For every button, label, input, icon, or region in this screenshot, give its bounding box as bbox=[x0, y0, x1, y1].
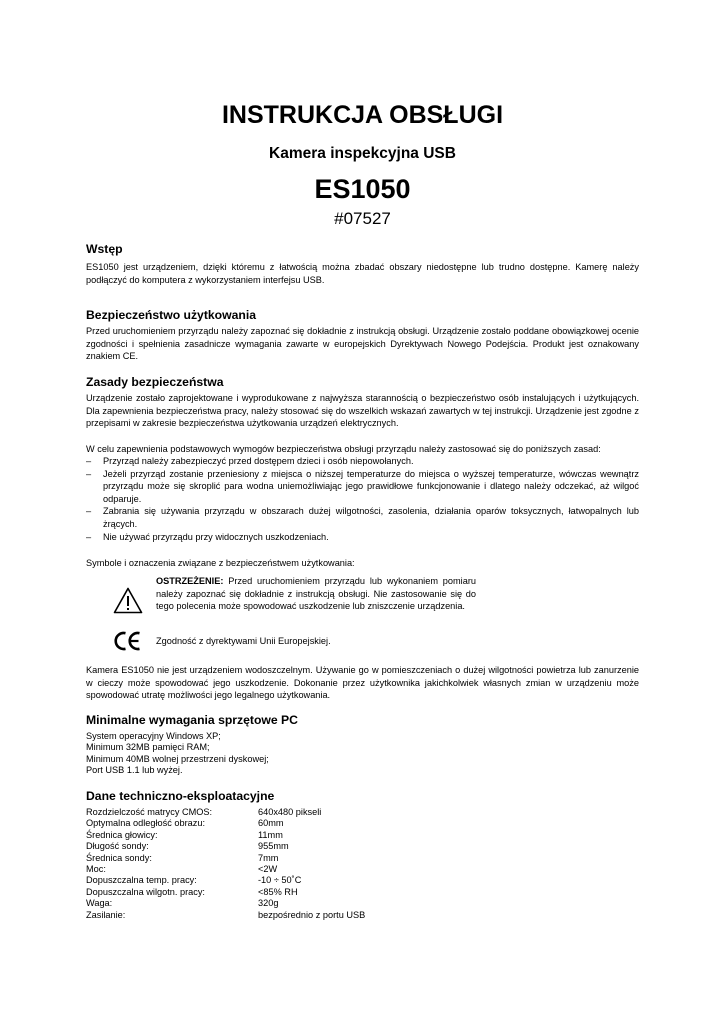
table-row bbox=[86, 818, 486, 829]
model-number: ES1050 bbox=[314, 174, 411, 204]
table-row bbox=[86, 841, 486, 852]
spec-key: Rozdzielczość matrycy CMOS: bbox=[86, 807, 213, 817]
safety-rules-heading: Zasady bezpieczeństwa bbox=[86, 375, 224, 389]
spec-value: -10 ÷ 50˚C bbox=[258, 875, 302, 886]
closing-text: Kamera ES1050 nie jest urządzeniem wodoszczelnym. Używanie go w pomieszczeniach o dużej wilgotności powietrza lub zanurzenie w cieczy może spowodować jego uszkodzenie. Dokonanie przez użytkownika jakichkolwiek własnych zmian w urządzeniu może spowodować utratę możliwości jego legalnego użytkowania. bbox=[86, 665, 639, 701]
requirement-line: Minimum 32MB pamięci RAM; bbox=[86, 742, 210, 753]
spec-key: Zasilanie: bbox=[86, 909, 126, 920]
safety-use-heading: Bezpieczeństwo użytkowania bbox=[86, 308, 256, 322]
specs-table bbox=[86, 807, 486, 921]
intro-heading: Wstęp bbox=[86, 242, 123, 256]
safety-rules-text: Urządzenie zostało zaprojektowane i wyprodukowane z najwyższa starannością o bezpieczeństwo osób instalujących i użytkujących. Dla zapewnienia bezpieczeństwa pracy, należy stosować się do wszelkich wskazań zawartych w tej instrukcji. Urządzenie jest zgodne z przepisami w zakresie bezpieczeństwa użytkowania urządzeń elektrycznych. bbox=[86, 393, 639, 429]
list-item: – Zabrania się używania przyrządu w obszarach dużej wilgotności, zasolenia, działania oparów toksycznych, łatwopalnych lub żrących. bbox=[86, 505, 639, 530]
table-row bbox=[86, 910, 486, 921]
spec-key: Optymalna odległość obrazu: bbox=[86, 818, 205, 829]
document-title: INSTRUKCJA OBSŁUGI bbox=[221, 101, 504, 129]
table-row bbox=[86, 864, 486, 875]
table-row bbox=[86, 887, 486, 898]
requirement-line: Port USB 1.1 lub wyżej. bbox=[86, 765, 183, 776]
spec-key: Średnica sondy: bbox=[86, 852, 152, 863]
list-item: – Przyrząd należy zabezpieczyć przed dostępem dzieci i osób niepowołanych. bbox=[86, 455, 639, 468]
spec-value: <2W bbox=[258, 863, 278, 874]
requirements-heading: Minimalne wymagania sprzętowe PC bbox=[86, 713, 298, 727]
rules-list-intro: W celu zapewnienia podstawowych wymogów bezpieczeństwa obsługi przyrządu należy zastosować się do poniższych zasad: bbox=[86, 444, 601, 454]
ce-mark-icon bbox=[113, 630, 143, 657]
spec-value: 60mm bbox=[258, 818, 284, 829]
intro-text: ES1050 jest urządzeniem, dzięki któremu z łatwością można zbadać obszary niedostępne lub trudno dostępne. Kamerę należy podłączyć do komputera z wykorzystaniem interfejsu USB. bbox=[86, 262, 639, 285]
spec-key: Dopuszczalna temp. pracy: bbox=[86, 875, 197, 886]
spec-value: <85% RH bbox=[258, 886, 298, 897]
spec-value: 640x480 pikseli bbox=[258, 807, 322, 817]
ce-text: Zgodność z dyrektywami Unii Europejskiej. bbox=[156, 636, 331, 646]
spec-value: 11mm bbox=[258, 829, 283, 840]
list-item: – Nie używać przyrządu przy widocznych uszkodzeniach. bbox=[86, 531, 639, 544]
requirement-line: Minimum 40MB wolnej przestrzeni dyskowej; bbox=[86, 753, 269, 764]
warning-body: Przed uruchomieniem przyrządu lub wykonaniem pomiaru należy zapoznać się dokładnie z instrukcją obsługi. Nie zastosowanie się do tego polecenia może spowodować uszkodzenie lub zniszczenie urządzenia. bbox=[156, 576, 476, 612]
spec-key: Średnica głowicy: bbox=[86, 829, 158, 840]
spec-key: Długość sondy: bbox=[86, 841, 149, 852]
spec-value: 7mm bbox=[258, 852, 279, 863]
list-item: – Jeżeli przyrząd zostanie przeniesiony z miejsca o niższej temperaturze do miejsca o wyższej temperaturze, wówczas wewnątrz przyrządu może się skroplić para wodna uniemożliwiając jego prawidłowe funkcjonowanie i dlatego należy odczekać, aż wilgoć odparuje. bbox=[86, 468, 639, 506]
warning-label: OSTRZEŻENIE: bbox=[156, 576, 224, 586]
warning-text bbox=[156, 575, 476, 613]
table-row bbox=[86, 875, 486, 886]
safety-use-text: Przed uruchomieniem przyrządu należy zapoznać się dokładnie z instrukcją obsługi. Urządzenie zostało poddane obowiązkowej ocenie zgodności i spełnienia zasadnicze wymagania zawarte w europejskich Dyrektywach Nowego Podejścia. Produkt jest oznakowany znakiem CE. bbox=[86, 326, 639, 362]
spec-value: bezpośrednio z portu USB bbox=[258, 909, 366, 920]
spec-key: Moc: bbox=[86, 863, 106, 874]
spec-value: 320g bbox=[258, 898, 279, 909]
specs-heading: Dane techniczno-eksploatacyjne bbox=[86, 789, 275, 803]
spec-key: Waga: bbox=[86, 898, 113, 909]
table-row bbox=[86, 853, 486, 864]
requirements-list bbox=[86, 731, 269, 777]
table-row bbox=[86, 898, 486, 909]
requirement-line: System operacyjny Windows XP; bbox=[86, 731, 221, 741]
spec-value: 955mm bbox=[258, 841, 289, 852]
product-code: #07527 bbox=[334, 209, 391, 228]
spec-key: Dopuszczalna wilgotn. pracy: bbox=[86, 886, 205, 897]
symbols-intro: Symbole i oznaczenia związane z bezpieczeństwem użytkowania: bbox=[86, 558, 355, 568]
warning-triangle-icon bbox=[113, 587, 143, 619]
document-subtitle: Kamera inspekcyjna USB bbox=[269, 145, 456, 162]
table-row bbox=[86, 830, 486, 841]
safety-rules-list bbox=[86, 455, 639, 543]
table-row bbox=[86, 807, 486, 818]
